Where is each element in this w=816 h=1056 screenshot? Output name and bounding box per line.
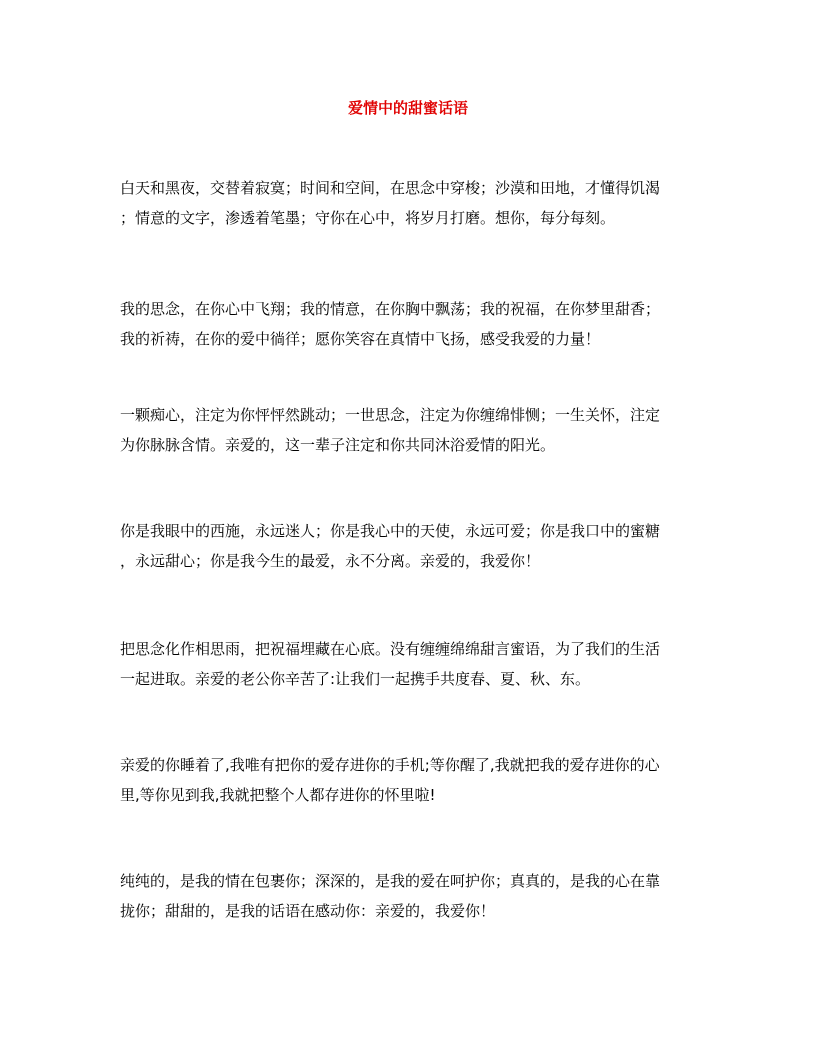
- paragraph-line: 我的祈祷，在你的爱中徜徉；愿你笑容在真情中飞扬，感受我爱的力量！: [120, 330, 601, 348]
- paragraph: [120, 173, 700, 233]
- paragraph-line: 纯纯的，是我的情在包裹你；深深的，是我的爱在呵护你；真真的，是我的心在靠: [120, 872, 661, 890]
- paragraph-line: 白天和黑夜，交替着寂寞；时间和空间，在思念中穿梭；沙漠和田地，才懂得饥渴: [120, 179, 661, 197]
- page-title: 爱情中的甜蜜话语: [347, 99, 468, 117]
- paragraph-line: 把思念化作相思雨，把祝福埋藏在心底。没有缠缠绵绵甜言蜜语，为了我们的生活: [120, 640, 661, 658]
- paragraph: [120, 634, 700, 694]
- paragraph-line: 你是我眼中的西施，永远迷人；你是我心中的天使，永远可爱；你是我口中的蜜糖: [120, 522, 661, 540]
- paragraph: [120, 400, 700, 460]
- paragraph-line: 一起进取。亲爱的老公你辛苦了:让我们一起携手共度春、夏、秋、东。: [120, 670, 591, 688]
- paragraph: [120, 866, 700, 926]
- paragraph: [120, 294, 700, 354]
- paragraph-line: 一颗痴心，注定为你怦怦然跳动；一世思念，注定为你缠绵悱恻；一生关怀，注定: [120, 406, 661, 424]
- paragraph-line: 里,等你见到我,我就把整个人都存进你的怀里啦!: [120, 786, 436, 804]
- paragraph: [120, 516, 700, 576]
- paragraph: [120, 750, 700, 810]
- paragraph-line: ，永远甜心；你是我今生的最爱，永不分离。亲爱的，我爱你！: [120, 552, 541, 570]
- paragraph-line: 我的思念，在你心中飞翔；我的情意，在你胸中飘荡；我的祝福，在你梦里甜香；: [120, 300, 661, 318]
- paragraph-line: 为你脉脉含情。亲爱的，这一辈子注定和你共同沐浴爱情的阳光。: [120, 436, 556, 454]
- paragraph-line: ；情意的文字，渗透着笔墨；守你在心中，将岁月打磨。想你，每分每刻。: [120, 209, 616, 227]
- paragraph-line: 亲爱的你睡着了,我唯有把你的爱存进你的手机;等你醒了,我就把我的爱存进你的心: [120, 756, 660, 774]
- paragraph-line: 拢你；甜甜的，是我的话语在感动你：亲爱的，我爱你！: [120, 902, 496, 920]
